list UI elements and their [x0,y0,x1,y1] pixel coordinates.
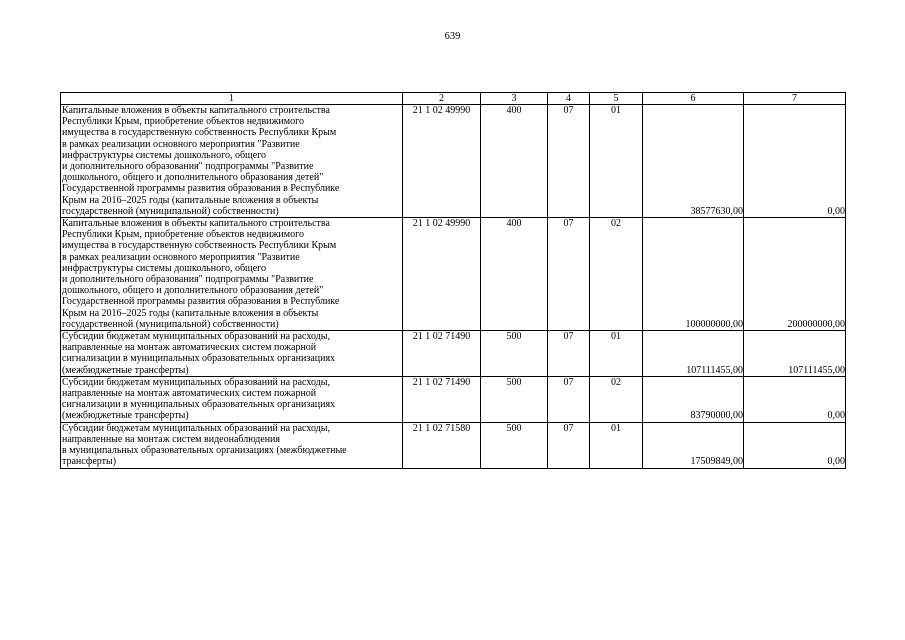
expense-type-code: 400 [481,105,548,218]
amount-year-2: 0,00 [744,422,846,468]
subsection-code: 02 [590,218,643,331]
amount-year-2: 107111455,00 [744,331,846,377]
amount-year-1: 100000000,00 [643,218,744,331]
section-code: 07 [548,105,590,218]
section-code: 07 [548,422,590,468]
table-row [61,218,846,331]
expense-type-code: 500 [481,422,548,468]
expense-type-code: 500 [481,376,548,422]
section-code: 07 [548,376,590,422]
table-row [61,331,846,377]
target-article-code: 21 1 02 71580 [403,422,481,468]
column-number: 7 [744,93,846,105]
target-article-code: 21 1 02 49990 [403,218,481,331]
expense-description: Капитальные вложения в объекты капитального строительства Республики Крым, приобретение объектов недвижимого имущества в государственную собственность Республики Крым в рамках реализации основного мероприятия "Развитие инфраструктуры системы дошкольного, общего и дополнительного образования" подпрограммы "Развитие дошкольного, общего и дополнительного образования детей" Государственной программы развития образования в Республике Крым на 2016–2025 годы (капитальные вложения в объекты государственной (муниципальной) собственности) [61,218,403,331]
expense-description: Субсидии бюджетам муниципальных образований на расходы, направленные на монтаж автоматических систем пожарной сигнализации в муниципальных образовательных организациях (межбюджетные трансферты) [61,376,403,422]
subsection-code: 01 [590,422,643,468]
column-number: 1 [61,93,403,105]
column-number: 4 [548,93,590,105]
expense-description: Капитальные вложения в объекты капитального строительства Республики Крым, приобретение объектов недвижимого имущества в государственную собственность Республики Крым в рамках реализации основного мероприятия "Развитие инфраструктуры системы дошкольного, общего и дополнительного образования" подпрограммы "Развитие дошкольного, общего и дополнительного образования детей" Государственной программы развития образования в Республике Крым на 2016–2025 годы (капитальные вложения в объекты государственной (муниципальной) собственности) [61,105,403,218]
amount-year-1: 83790000,00 [643,376,744,422]
target-article-code: 21 1 02 71490 [403,376,481,422]
amount-year-1: 107111455,00 [643,331,744,377]
amount-year-2: 0,00 [744,105,846,218]
budget-table [60,92,846,469]
amount-year-2: 0,00 [744,376,846,422]
subsection-code: 01 [590,105,643,218]
column-number-row [61,93,846,105]
expense-type-code: 400 [481,218,548,331]
expense-description: Субсидии бюджетам муниципальных образований на расходы, направленные на монтаж систем видеонаблюдения в муниципальных образовательных организациях (межбюджетные трансферты) [61,422,403,468]
subsection-code: 01 [590,331,643,377]
page-number: 639 [444,31,461,42]
column-number: 3 [481,93,548,105]
table-row [61,105,846,218]
expense-type-code: 500 [481,331,548,377]
target-article-code: 21 1 02 49990 [403,105,481,218]
expense-description: Субсидии бюджетам муниципальных образований на расходы, направленные на монтаж автоматических систем пожарной сигнализации в муниципальных образовательных организациях (межбюджетные трансферты) [61,331,403,377]
amount-year-1: 17509849,00 [643,422,744,468]
column-number: 2 [403,93,481,105]
table-row [61,422,846,468]
subsection-code: 02 [590,376,643,422]
target-article-code: 21 1 02 71490 [403,331,481,377]
section-code: 07 [548,218,590,331]
column-number: 5 [590,93,643,105]
table-row [61,376,846,422]
amount-year-1: 38577630,00 [643,105,744,218]
column-number: 6 [643,93,744,105]
amount-year-2: 200000000,00 [744,218,846,331]
section-code: 07 [548,331,590,377]
